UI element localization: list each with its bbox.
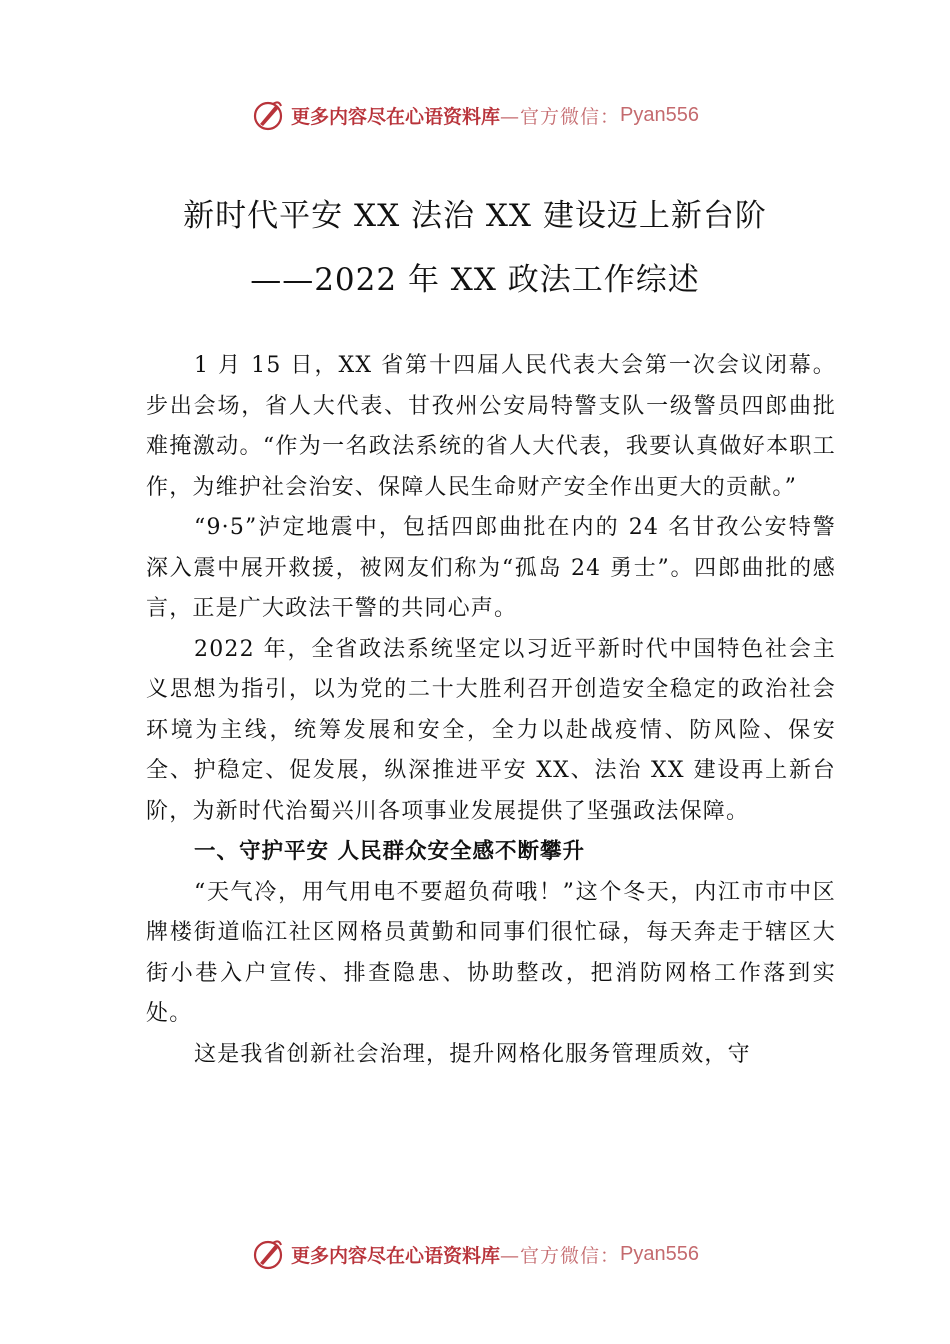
pen-logo-icon — [251, 1237, 285, 1271]
paragraph-3: 2022 年，全省政法系统坚定以习近平新时代中国特色社会主义思想为指引，以为党的二十大胜利召开创造安全稳定的政治社会环境为主线，统筹发展和安全，全力以赴战疫情、防风险、保安全、护稳定、促发展，纵深推进平安 XX、法治 XX 建设再上新台阶，为新时代治蜀兴川各项事业发展提供了坚强政法保障。 — [146, 636, 836, 824]
paragraph-5: 这是我省创新社会治理，提升网格化服务管理质效，守 — [194, 1041, 751, 1067]
document-body — [146, 346, 836, 1075]
paragraph-4: “天气冷，用气用电不要超负荷哦！”这个冬天，内江市市中区牌楼街道临江社区网格员黄勤和同事们很忙碌，每天奔走于辖区大街小巷入户宣传、排查隐患、协助整改，把消防网格工作落到实处。 — [146, 879, 836, 1026]
footer-banner — [0, 1232, 950, 1276]
banner-sub-text: —官方微信： — [500, 105, 621, 128]
document-subtitle: ——2022 年 XX 政法工作综述 — [250, 262, 700, 298]
banner-wechat-id: Pyan556 — [620, 1242, 699, 1265]
banner-main-text: 更多内容尽在心语资料库 — [291, 1244, 501, 1267]
paragraph-1: 1 月 15 日，XX 省第十四届人民代表大会第一次会议闭幕。步出会场，省人大代表、甘孜州公安局特警支队一级警员四郎曲批难掩激动。“作为一名政法系统的省人大代表，我要认真做好本职工作，为维护社会治安、保障人民生命财产安全作出更大的贡献。” — [146, 353, 836, 500]
section-heading-1: 一、守护平安 人民群众安全感不断攀升 — [194, 839, 585, 864]
paragraph-2: “9·5”泸定地震中，包括四郎曲批在内的 24 名甘孜公安特警深入震中展开救援，被网友们称为“孤岛 24 勇士”。四郎曲批的感言，正是广大政法干警的共同心声。 — [146, 515, 836, 621]
document-title: 新时代平安 XX 法治 XX 建设迈上新台阶 — [183, 198, 767, 234]
header-banner — [0, 93, 950, 137]
pen-logo-icon — [251, 98, 285, 132]
banner-main-text: 更多内容尽在心语资料库 — [291, 105, 501, 128]
banner-wechat-id: Pyan556 — [620, 103, 699, 126]
banner-sub-text: —官方微信： — [500, 1244, 621, 1267]
